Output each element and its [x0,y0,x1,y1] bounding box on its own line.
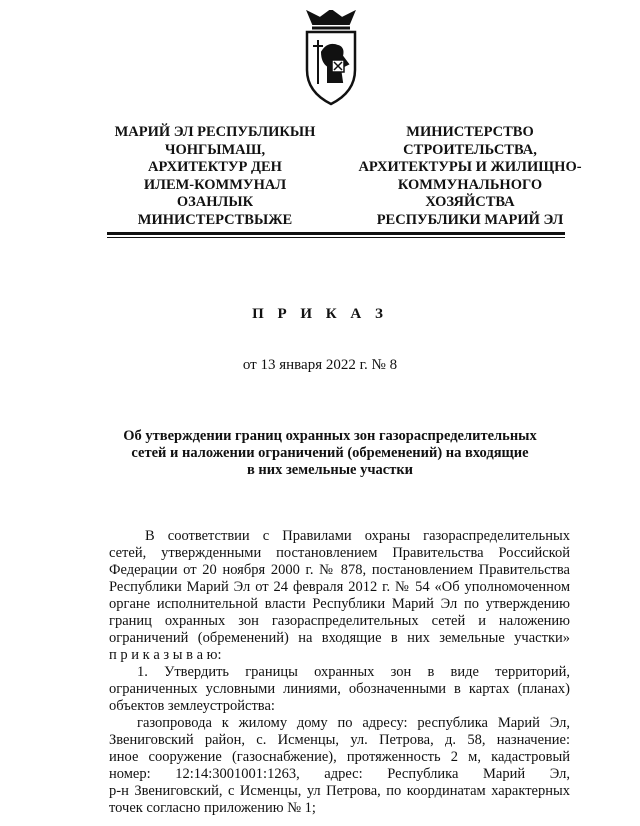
document-subject [90,428,570,479]
header-right-line: КОММУНАЛЬНОГО [397,176,543,193]
header-left-line: МАРИЙ ЭЛ РЕСПУБЛИКЫН [114,124,316,140]
header-right-line: АРХИТЕКТУРЫ И ЖИЛИЩНО- [358,159,582,175]
body-line: точек согласно приложению № 1; [109,800,316,816]
body-line: ограниченных условными линиями, обозначенными в картах (планах) [109,681,570,697]
body-line: Звениговский район, с. Исменцы, ул. Петрова, д. 58, назначение: [109,732,570,748]
body-line: границ охранных зон газораспределительных сетей и наложению [109,613,570,629]
body-line: Республики Марий Эл от 24 февраля 2012 г. № 54 «Об уполномоченном [109,579,570,595]
subject-line: Об утверждении границ охранных зон газораспределительных [123,428,537,444]
body-line: объектов землеустройства: [109,698,275,714]
body-line: газопровода к жилому дому по адресу: республика Марий Эл, [137,715,570,731]
ministry-name-mari [100,124,330,229]
header-left-line: МИНИСТЕРСТВЫЖЕ [137,211,293,228]
coat-of-arms-icon [298,10,364,110]
body-line: Федерации от 20 ноября 2000 г. № 878, постановлением Правительства [109,562,570,578]
body-line: 1. Утвердить границы охранных зон в виде территорий, [137,664,570,680]
header-divider-thin [107,237,565,238]
header-right-line: ХОЗЯЙСТВА [425,194,515,210]
ministry-name-russian [335,124,605,229]
header-left-line: АРХИТЕКТУР ДЕН [148,159,282,175]
document-title: П Р И К А З [252,306,388,322]
header-divider-thick [107,232,565,235]
body-line: В соответствии с Правилами охраны газораспределительных [145,528,570,544]
header-left-line: ЧОНГЫМАШ, [164,141,266,158]
body-line: р-н Звениговский, с Исменцы, ул Петрова, по координатам характерных [109,783,570,799]
body-line: иное сооружение (газоснабжение), протяженность 2 м, кадастровый [109,749,570,765]
header-right-line: СТРОИТЕЛЬСТВА, [403,141,537,158]
body-line: органе исполнительной власти Республики Марий Эл по утверждению [109,596,570,612]
body-line: сетей, утвержденными постановлением Правительства Российской [109,545,570,561]
header-right-line: РЕСПУБЛИКИ МАРИЙ ЭЛ [376,211,564,228]
body-line: номер: 12:14:3001001:1263, адрес: Республика Марий Эл, [109,766,570,782]
subject-line: сетей и наложении ограничений (обременений) на входящие [131,445,529,461]
document-date: от 13 января 2022 г. № 8 [242,357,398,373]
subject-line: в них земельные участки [246,462,414,478]
body-line: п р и к а з ы в а ю: [109,647,222,663]
body-line: ограничений (обременений) на входящие в них земельные участки» [109,630,570,646]
header-right-line: МИНИСТЕРСТВО [406,124,534,140]
document-body [109,528,570,817]
header-left-line: ОЗАНЛЫК [176,194,254,210]
header-left-line: ИЛЕМ-КОММУНАЛ [143,176,287,193]
